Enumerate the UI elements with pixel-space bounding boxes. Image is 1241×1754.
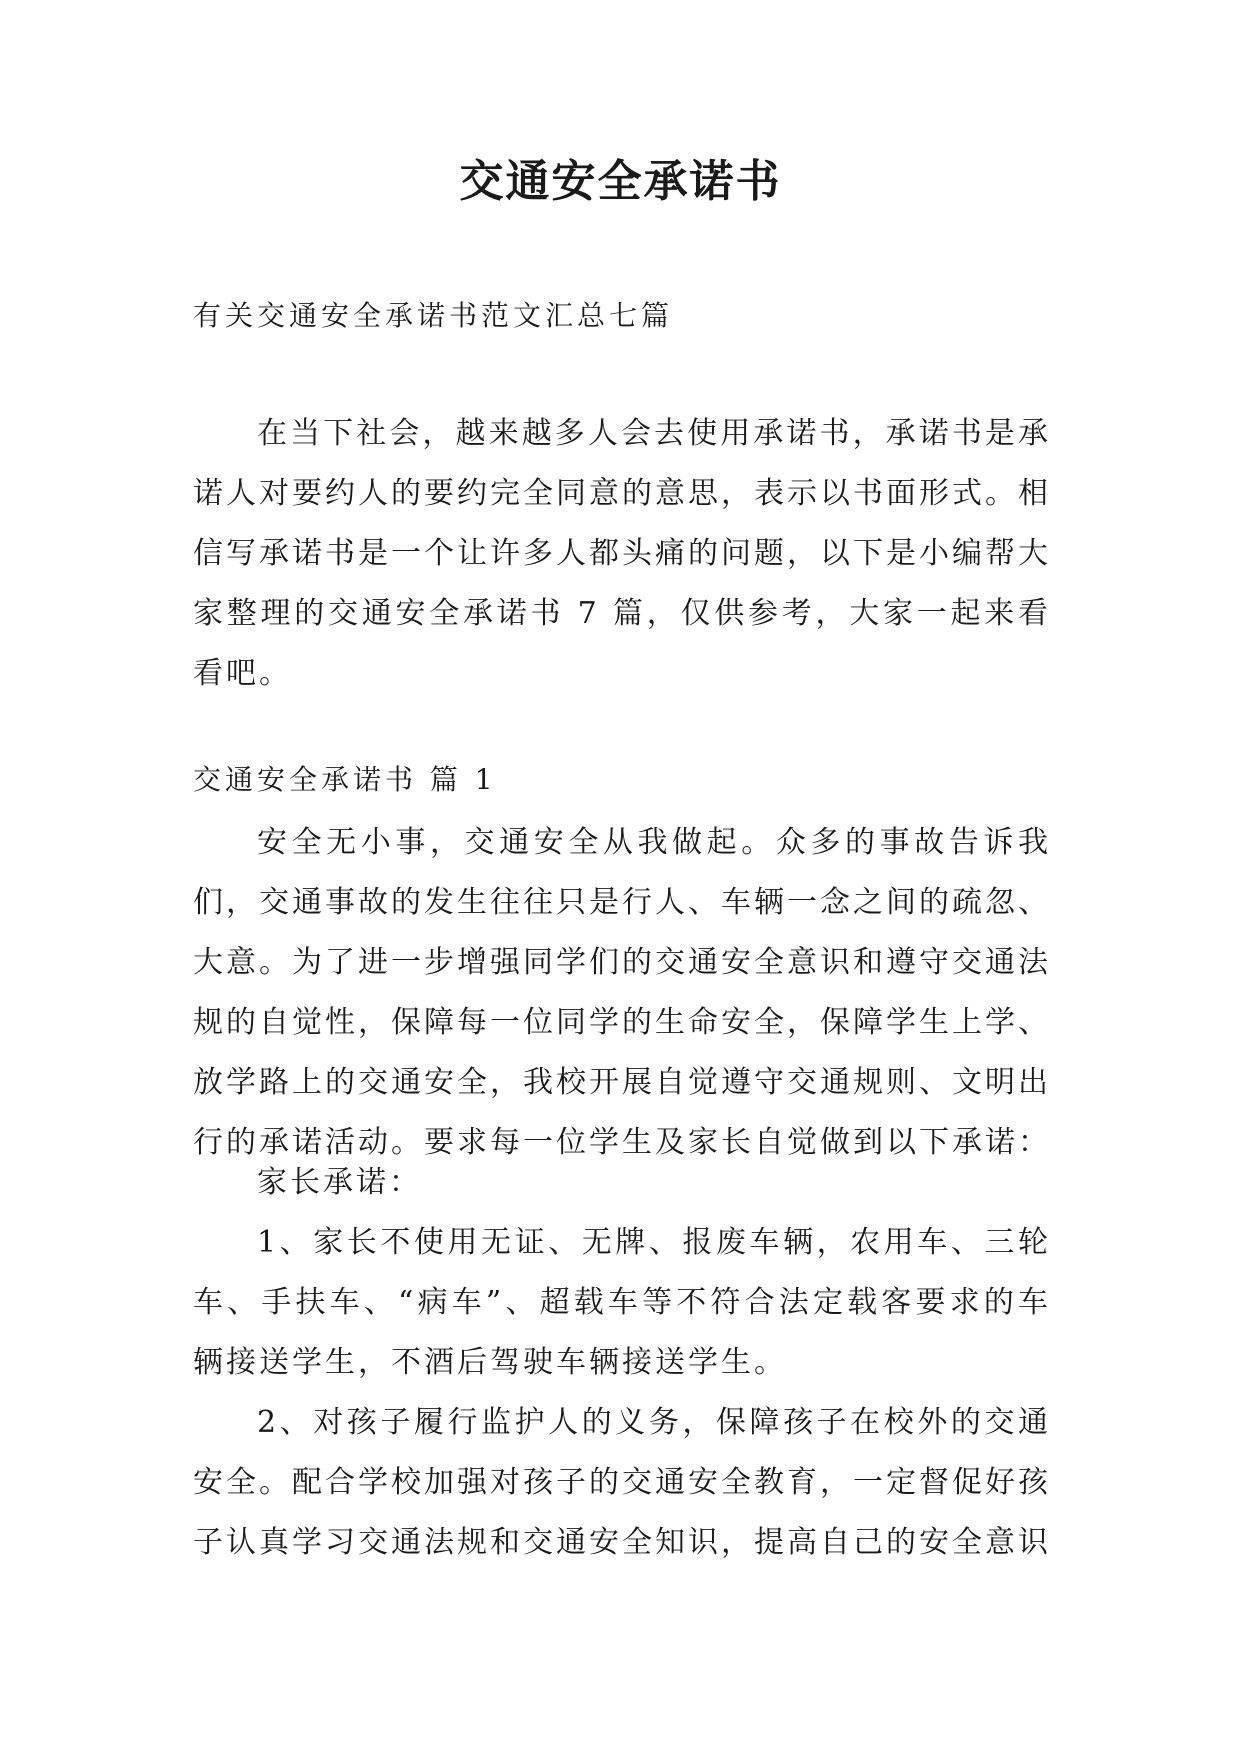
parent-pledge-label: 家长承诺： — [257, 1165, 422, 1200]
pledge-item: 2、对孩子履行监护人的义务，保障孩子在校外的交通安全。配合学校加强对孩子的交通安全教育，一定督促好孩子认真学习交通法规和交通安全知识，提高自己的安全意识 — [193, 1405, 1051, 1560]
section-heading: 交通安全承诺书 篇 1 — [193, 763, 497, 796]
document-subtitle: 有关交通安全承诺书范文汇总七篇 — [193, 299, 674, 332]
pledge-item: 1、家长不使用无证、无牌、报废车辆，农用车、三轮车、手扶车、“病车”、超载车等不符合法定载客要求的车辆接送学生，不酒后驾驶车辆接送学生。 — [193, 1225, 1051, 1380]
intro-paragraph: 在当下社会，越来越多人会去使用承诺书，承诺书是承诺人对要约人的要约完全同意的意思，表示以书面形式。相信写承诺书是一个让许多人都头痛的问题，以下是小编帮大家整理的交通安全承诺书 7 篇，仅供参考，大家一起来看看吧。 — [193, 416, 1051, 691]
document-title: 交通安全承诺书 — [459, 156, 782, 207]
section-paragraph: 安全无小事，交通安全从我做起。众多的事故告诉我们，交通事故的发生往往只是行人、车辆一念之间的疏忽、大意。为了进一步增强同学们的交通安全意识和遵守交通法规的自觉性，保障每一位同学的生命安全，保障学生上学、放学路上的交通安全，我校开展自觉遵守交通规则、文明出行的承诺活动。要求每一位学生及家长自觉做到以下承诺： — [193, 825, 1051, 1160]
